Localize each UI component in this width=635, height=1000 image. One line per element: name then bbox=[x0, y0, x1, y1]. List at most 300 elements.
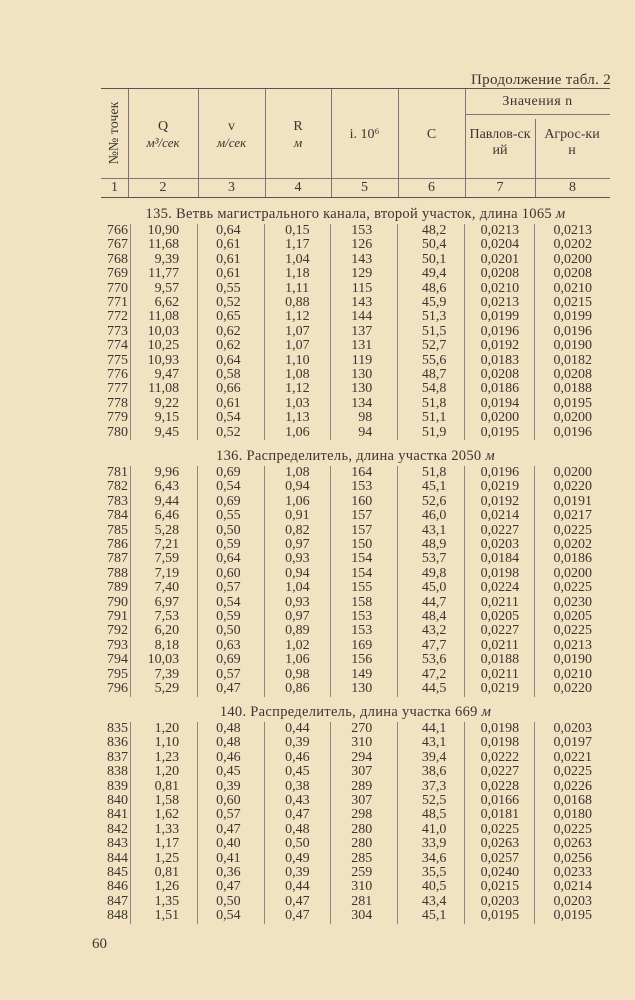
column-number: 7 bbox=[496, 180, 504, 195]
r-value: 0,47 bbox=[265, 895, 331, 909]
v-value: 0,55 bbox=[198, 282, 265, 296]
v-value: 0,47 bbox=[198, 682, 265, 696]
i-value: 131 bbox=[331, 339, 398, 353]
r-value: 1,07 bbox=[265, 325, 331, 339]
table-row bbox=[101, 639, 610, 653]
n-agroskin: 0,0214 bbox=[535, 880, 610, 894]
v-value: 0,61 bbox=[198, 253, 265, 267]
r-value: 0,97 bbox=[265, 538, 331, 552]
q-value: 1,26 bbox=[131, 880, 198, 894]
q-value: 1,33 bbox=[131, 823, 198, 837]
point-number: 836 bbox=[107, 735, 129, 751]
n-agroskin: 0,0196 bbox=[535, 325, 610, 339]
c-value: 48,6 bbox=[398, 282, 465, 296]
n-pavlovsky: 0,0186 bbox=[465, 382, 535, 396]
table-row bbox=[101, 581, 610, 595]
i-value: 143 bbox=[331, 253, 398, 267]
n-agroskin: 0,0226 bbox=[535, 780, 610, 794]
r-value: 1,13 bbox=[265, 411, 331, 425]
v-value: 0,64 bbox=[198, 354, 265, 368]
n-agroskin: 0,0202 bbox=[535, 238, 610, 252]
header-q: Q bbox=[157, 119, 169, 134]
section-title bbox=[101, 704, 610, 722]
v-value: 0,61 bbox=[198, 267, 265, 281]
i-value: 285 bbox=[331, 852, 398, 866]
r-value: 1,04 bbox=[265, 253, 331, 267]
c-value: 49,8 bbox=[398, 567, 465, 581]
c-value: 48,2 bbox=[398, 224, 465, 238]
n-pavlovsky: 0,0192 bbox=[465, 495, 535, 509]
v-value: 0,59 bbox=[198, 538, 265, 552]
point-number: 778 bbox=[107, 395, 129, 411]
i-value: 153 bbox=[331, 480, 398, 494]
r-value: 0,94 bbox=[265, 480, 331, 494]
n-agroskin: 0,0190 bbox=[535, 339, 610, 353]
v-value: 0,54 bbox=[198, 411, 265, 425]
v-value: 0,58 bbox=[198, 368, 265, 382]
table-row bbox=[101, 751, 610, 765]
section-140 bbox=[101, 704, 610, 924]
table-row bbox=[101, 354, 610, 368]
column-number: 8 bbox=[569, 180, 576, 195]
n-pavlovsky: 0,0215 bbox=[465, 880, 535, 894]
header-c: C bbox=[426, 127, 437, 142]
point-number: 835 bbox=[107, 721, 129, 736]
q-value: 7,40 bbox=[131, 581, 198, 595]
i-value: 270 bbox=[331, 722, 398, 736]
i-value: 126 bbox=[331, 238, 398, 252]
n-pavlovsky: 0,0214 bbox=[465, 509, 535, 523]
n-pavlovsky: 0,0198 bbox=[465, 567, 535, 581]
v-value: 0,62 bbox=[198, 325, 265, 339]
i-value: 153 bbox=[331, 624, 398, 638]
n-pavlovsky: 0,0201 bbox=[465, 253, 535, 267]
n-pavlovsky: 0,0205 bbox=[465, 610, 535, 624]
q-value: 6,62 bbox=[131, 296, 198, 310]
n-agroskin: 0,0188 bbox=[535, 382, 610, 396]
point-number: 839 bbox=[107, 778, 129, 794]
n-pavlovsky: 0,0228 bbox=[465, 780, 535, 794]
r-value: 1,12 bbox=[265, 310, 331, 324]
n-agroskin: 0,0225 bbox=[535, 581, 610, 595]
q-value: 1,25 bbox=[131, 852, 198, 866]
c-value: 51,3 bbox=[398, 310, 465, 324]
n-agroskin: 0,0263 bbox=[535, 837, 610, 851]
point-number: 776 bbox=[107, 367, 129, 383]
c-value: 44,1 bbox=[398, 722, 465, 736]
q-value: 7,39 bbox=[131, 668, 198, 682]
i-value: 289 bbox=[331, 780, 398, 794]
point-number: 785 bbox=[107, 522, 129, 538]
data-table bbox=[101, 466, 610, 697]
page-number: 60 bbox=[92, 936, 107, 952]
q-value: 6,97 bbox=[131, 596, 198, 610]
q-value: 6,20 bbox=[131, 624, 198, 638]
i-value: 157 bbox=[331, 524, 398, 538]
q-value: 1,10 bbox=[131, 736, 198, 750]
i-value: 156 bbox=[331, 653, 398, 667]
n-agroskin: 0,0203 bbox=[535, 722, 610, 736]
point-number: 840 bbox=[107, 793, 129, 809]
q-value: 1,17 bbox=[131, 837, 198, 851]
n-agroskin: 0,0230 bbox=[535, 596, 610, 610]
n-pavlovsky: 0,0240 bbox=[465, 866, 535, 880]
q-value: 9,22 bbox=[131, 397, 198, 411]
n-agroskin: 0,0208 bbox=[535, 368, 610, 382]
v-value: 0,69 bbox=[198, 466, 265, 480]
n-pavlovsky: 0,0263 bbox=[465, 837, 535, 851]
i-value: 280 bbox=[331, 837, 398, 851]
section-136 bbox=[101, 448, 610, 697]
header-r-unit: м bbox=[293, 135, 303, 150]
column-number: 1 bbox=[111, 180, 118, 195]
n-pavlovsky: 0,0211 bbox=[465, 639, 535, 653]
table-row bbox=[101, 224, 610, 238]
c-value: 52,5 bbox=[398, 794, 465, 808]
c-value: 37,3 bbox=[398, 780, 465, 794]
r-value: 0,98 bbox=[265, 668, 331, 682]
i-value: 119 bbox=[331, 354, 398, 368]
c-value: 48,4 bbox=[398, 610, 465, 624]
header-point-number: №№ точек bbox=[107, 101, 122, 165]
v-value: 0,55 bbox=[198, 509, 265, 523]
n-agroskin: 0,0220 bbox=[535, 682, 610, 696]
r-value: 1,02 bbox=[265, 639, 331, 653]
data-table bbox=[101, 722, 610, 924]
point-number: 781 bbox=[107, 465, 129, 480]
i-value: 307 bbox=[331, 794, 398, 808]
n-pavlovsky: 0,0200 bbox=[465, 411, 535, 425]
v-value: 0,48 bbox=[198, 736, 265, 750]
table-row bbox=[101, 466, 610, 480]
i-value: 307 bbox=[331, 765, 398, 779]
table-row bbox=[101, 411, 610, 425]
point-number: 767 bbox=[107, 237, 129, 253]
table-row bbox=[101, 653, 610, 667]
q-value: 10,93 bbox=[131, 354, 198, 368]
n-agroskin: 0,0190 bbox=[535, 653, 610, 667]
q-value: 10,03 bbox=[131, 325, 198, 339]
table-row bbox=[101, 736, 610, 750]
v-value: 0,62 bbox=[198, 339, 265, 353]
n-agroskin: 0,0200 bbox=[535, 466, 610, 480]
i-value: 115 bbox=[331, 282, 398, 296]
i-value: 130 bbox=[331, 382, 398, 396]
point-number: 794 bbox=[107, 652, 129, 668]
c-value: 47,2 bbox=[398, 668, 465, 682]
table-row bbox=[101, 837, 610, 851]
c-value: 33,9 bbox=[398, 837, 465, 851]
point-number: 837 bbox=[107, 749, 129, 765]
i-value: 130 bbox=[331, 368, 398, 382]
point-number: 782 bbox=[107, 479, 129, 495]
v-value: 0,66 bbox=[198, 382, 265, 396]
n-agroskin: 0,0221 bbox=[535, 751, 610, 765]
i-value: 310 bbox=[331, 736, 398, 750]
n-agroskin: 0,0225 bbox=[535, 765, 610, 779]
header-n-values: Значения n bbox=[502, 94, 573, 109]
q-value: 10,25 bbox=[131, 339, 198, 353]
header-q-unit: м³/сек bbox=[146, 135, 180, 150]
n-agroskin: 0,0197 bbox=[535, 736, 610, 750]
c-value: 53,6 bbox=[398, 653, 465, 667]
q-value: 10,90 bbox=[131, 224, 198, 238]
r-value: 0,48 bbox=[265, 823, 331, 837]
point-number: 784 bbox=[107, 508, 129, 524]
v-value: 0,40 bbox=[198, 837, 265, 851]
v-value: 0,57 bbox=[198, 808, 265, 822]
n-pavlovsky: 0,0196 bbox=[465, 325, 535, 339]
n-pavlovsky: 0,0195 bbox=[465, 426, 535, 440]
table-row bbox=[101, 780, 610, 794]
n-agroskin: 0,0215 bbox=[535, 296, 610, 310]
n-pavlovsky: 0,0199 bbox=[465, 310, 535, 324]
i-value: 304 bbox=[331, 909, 398, 923]
r-value: 0,47 bbox=[265, 808, 331, 822]
i-value: 129 bbox=[331, 267, 398, 281]
point-number: 796 bbox=[107, 681, 129, 697]
v-value: 0,59 bbox=[198, 610, 265, 624]
point-number: 772 bbox=[107, 309, 129, 325]
table-row bbox=[101, 610, 610, 624]
n-pavlovsky: 0,0208 bbox=[465, 267, 535, 281]
point-number: 787 bbox=[107, 551, 129, 567]
table-row bbox=[101, 495, 610, 509]
r-value: 1,07 bbox=[265, 339, 331, 353]
section-135 bbox=[101, 206, 610, 440]
i-value: 130 bbox=[331, 682, 398, 696]
q-value: 6,46 bbox=[131, 509, 198, 523]
table-row bbox=[101, 823, 610, 837]
c-value: 44,7 bbox=[398, 596, 465, 610]
v-value: 0,64 bbox=[198, 224, 265, 238]
i-value: 160 bbox=[331, 495, 398, 509]
point-number: 766 bbox=[107, 223, 129, 238]
r-value: 0,44 bbox=[265, 722, 331, 736]
point-number: 843 bbox=[107, 836, 129, 852]
r-value: 0,39 bbox=[265, 736, 331, 750]
n-agroskin: 0,0168 bbox=[535, 794, 610, 808]
i-value: 144 bbox=[331, 310, 398, 324]
n-pavlovsky: 0,0219 bbox=[465, 682, 535, 696]
c-value: 45,1 bbox=[398, 480, 465, 494]
i-value: 155 bbox=[331, 581, 398, 595]
n-agroskin: 0,0191 bbox=[535, 495, 610, 509]
n-pavlovsky: 0,0227 bbox=[465, 765, 535, 779]
n-pavlovsky: 0,0213 bbox=[465, 296, 535, 310]
point-number: 786 bbox=[107, 537, 129, 553]
c-value: 51,5 bbox=[398, 325, 465, 339]
n-pavlovsky: 0,0227 bbox=[465, 524, 535, 538]
i-value: 298 bbox=[331, 808, 398, 822]
q-value: 10,03 bbox=[131, 653, 198, 667]
i-value: 143 bbox=[331, 296, 398, 310]
section-title bbox=[101, 448, 610, 466]
c-value: 49,4 bbox=[398, 267, 465, 281]
point-number: 841 bbox=[107, 807, 129, 823]
table-row bbox=[101, 382, 610, 396]
n-agroskin: 0,0205 bbox=[535, 610, 610, 624]
r-value: 1,10 bbox=[265, 354, 331, 368]
point-number: 773 bbox=[107, 323, 129, 339]
n-pavlovsky: 0,0211 bbox=[465, 596, 535, 610]
c-value: 35,5 bbox=[398, 866, 465, 880]
table-row bbox=[101, 668, 610, 682]
v-value: 0,50 bbox=[198, 524, 265, 538]
point-number: 844 bbox=[107, 850, 129, 866]
table-row bbox=[101, 852, 610, 866]
c-value: 52,7 bbox=[398, 339, 465, 353]
point-number: 783 bbox=[107, 493, 129, 509]
v-value: 0,60 bbox=[198, 794, 265, 808]
section-title-unit: м bbox=[555, 206, 566, 222]
table-row bbox=[101, 794, 610, 808]
c-value: 51,8 bbox=[398, 397, 465, 411]
c-value: 48,5 bbox=[398, 808, 465, 822]
n-agroskin: 0,0200 bbox=[535, 567, 610, 581]
q-value: 9,47 bbox=[131, 368, 198, 382]
point-number: 788 bbox=[107, 565, 129, 581]
n-agroskin: 0,0208 bbox=[535, 267, 610, 281]
q-value: 7,19 bbox=[131, 567, 198, 581]
n-agroskin: 0,0199 bbox=[535, 310, 610, 324]
r-value: 0,47 bbox=[265, 909, 331, 923]
n-pavlovsky: 0,0203 bbox=[465, 538, 535, 552]
n-agroskin: 0,0225 bbox=[535, 524, 610, 538]
i-value: 149 bbox=[331, 668, 398, 682]
column-number: 3 bbox=[228, 180, 235, 195]
i-value: 153 bbox=[331, 610, 398, 624]
n-pavlovsky: 0,0213 bbox=[465, 224, 535, 238]
r-value: 1,17 bbox=[265, 238, 331, 252]
c-value: 44,5 bbox=[398, 682, 465, 696]
table-row bbox=[101, 909, 610, 923]
q-value: 11,77 bbox=[131, 267, 198, 281]
v-value: 0,47 bbox=[198, 823, 265, 837]
q-value: 7,21 bbox=[131, 538, 198, 552]
q-value: 1,62 bbox=[131, 808, 198, 822]
n-pavlovsky: 0,0196 bbox=[465, 466, 535, 480]
r-value: 0,88 bbox=[265, 296, 331, 310]
n-agroskin: 0,0200 bbox=[535, 411, 610, 425]
header-agroskin: Агрос-кин bbox=[544, 127, 600, 158]
n-agroskin: 0,0220 bbox=[535, 480, 610, 494]
table-row bbox=[101, 480, 610, 494]
i-value: 294 bbox=[331, 751, 398, 765]
n-agroskin: 0,0225 bbox=[535, 823, 610, 837]
c-value: 47,7 bbox=[398, 639, 465, 653]
c-value: 45,9 bbox=[398, 296, 465, 310]
point-number: 845 bbox=[107, 865, 129, 881]
n-agroskin: 0,0180 bbox=[535, 808, 610, 822]
v-value: 0,60 bbox=[198, 567, 265, 581]
c-value: 34,6 bbox=[398, 852, 465, 866]
q-value: 1,20 bbox=[131, 722, 198, 736]
q-value: 9,44 bbox=[131, 495, 198, 509]
n-pavlovsky: 0,0181 bbox=[465, 808, 535, 822]
table-row bbox=[101, 296, 610, 310]
q-value: 1,58 bbox=[131, 794, 198, 808]
i-value: 98 bbox=[331, 411, 398, 425]
n-pavlovsky: 0,0194 bbox=[465, 397, 535, 411]
r-value: 0,50 bbox=[265, 837, 331, 851]
r-value: 1,06 bbox=[265, 426, 331, 440]
v-value: 0,63 bbox=[198, 639, 265, 653]
c-value: 43,2 bbox=[398, 624, 465, 638]
n-pavlovsky: 0,0192 bbox=[465, 339, 535, 353]
n-agroskin: 0,0210 bbox=[535, 668, 610, 682]
n-agroskin: 0,0217 bbox=[535, 509, 610, 523]
n-pavlovsky: 0,0225 bbox=[465, 823, 535, 837]
point-number: 790 bbox=[107, 594, 129, 610]
q-value: 8,18 bbox=[131, 639, 198, 653]
c-value: 38,6 bbox=[398, 765, 465, 779]
q-value: 1,35 bbox=[131, 895, 198, 909]
table-row bbox=[101, 238, 610, 252]
v-value: 0,50 bbox=[198, 895, 265, 909]
n-pavlovsky: 0,0257 bbox=[465, 852, 535, 866]
n-agroskin: 0,0225 bbox=[535, 624, 610, 638]
n-pavlovsky: 0,0184 bbox=[465, 552, 535, 566]
table-row bbox=[101, 426, 610, 440]
n-pavlovsky: 0,0210 bbox=[465, 282, 535, 296]
n-agroskin: 0,0233 bbox=[535, 866, 610, 880]
c-value: 48,9 bbox=[398, 538, 465, 552]
q-value: 11,68 bbox=[131, 238, 198, 252]
table-row bbox=[101, 310, 610, 324]
v-value: 0,52 bbox=[198, 296, 265, 310]
c-value: 50,1 bbox=[398, 253, 465, 267]
point-number: 847 bbox=[107, 893, 129, 909]
table-row bbox=[101, 624, 610, 638]
table-row bbox=[101, 880, 610, 894]
r-value: 0,93 bbox=[265, 552, 331, 566]
point-number: 774 bbox=[107, 338, 129, 354]
point-number: 780 bbox=[107, 424, 129, 440]
r-value: 0,93 bbox=[265, 596, 331, 610]
n-agroskin: 0,0195 bbox=[535, 397, 610, 411]
v-value: 0,45 bbox=[198, 765, 265, 779]
column-number: 2 bbox=[159, 180, 167, 195]
v-value: 0,41 bbox=[198, 852, 265, 866]
v-value: 0,46 bbox=[198, 751, 265, 765]
v-value: 0,64 bbox=[198, 552, 265, 566]
n-pavlovsky: 0,0198 bbox=[465, 736, 535, 750]
q-value: 9,39 bbox=[131, 253, 198, 267]
section-title-text: 135. Ветвь магистрального канала, второй участок, длина 1065 bbox=[145, 206, 552, 222]
c-value: 48,7 bbox=[398, 368, 465, 382]
c-value: 45,1 bbox=[398, 909, 465, 923]
n-agroskin: 0,0256 bbox=[535, 852, 610, 866]
n-agroskin: 0,0186 bbox=[535, 552, 610, 566]
i-value: 280 bbox=[331, 823, 398, 837]
v-value: 0,50 bbox=[198, 624, 265, 638]
n-agroskin: 0,0182 bbox=[535, 354, 610, 368]
table-row bbox=[101, 509, 610, 523]
v-value: 0,47 bbox=[198, 880, 265, 894]
point-number: 770 bbox=[107, 280, 129, 296]
i-value: 310 bbox=[331, 880, 398, 894]
n-agroskin: 0,0195 bbox=[535, 909, 610, 923]
i-value: 158 bbox=[331, 596, 398, 610]
point-number: 795 bbox=[107, 666, 129, 682]
section-title-text: 136. Распределитель, длина участка 2050 bbox=[216, 448, 482, 464]
header-i: i. 10⁶ bbox=[349, 127, 380, 142]
table-row bbox=[101, 808, 610, 822]
table-row bbox=[101, 524, 610, 538]
q-value: 11,08 bbox=[131, 310, 198, 324]
i-value: 157 bbox=[331, 509, 398, 523]
